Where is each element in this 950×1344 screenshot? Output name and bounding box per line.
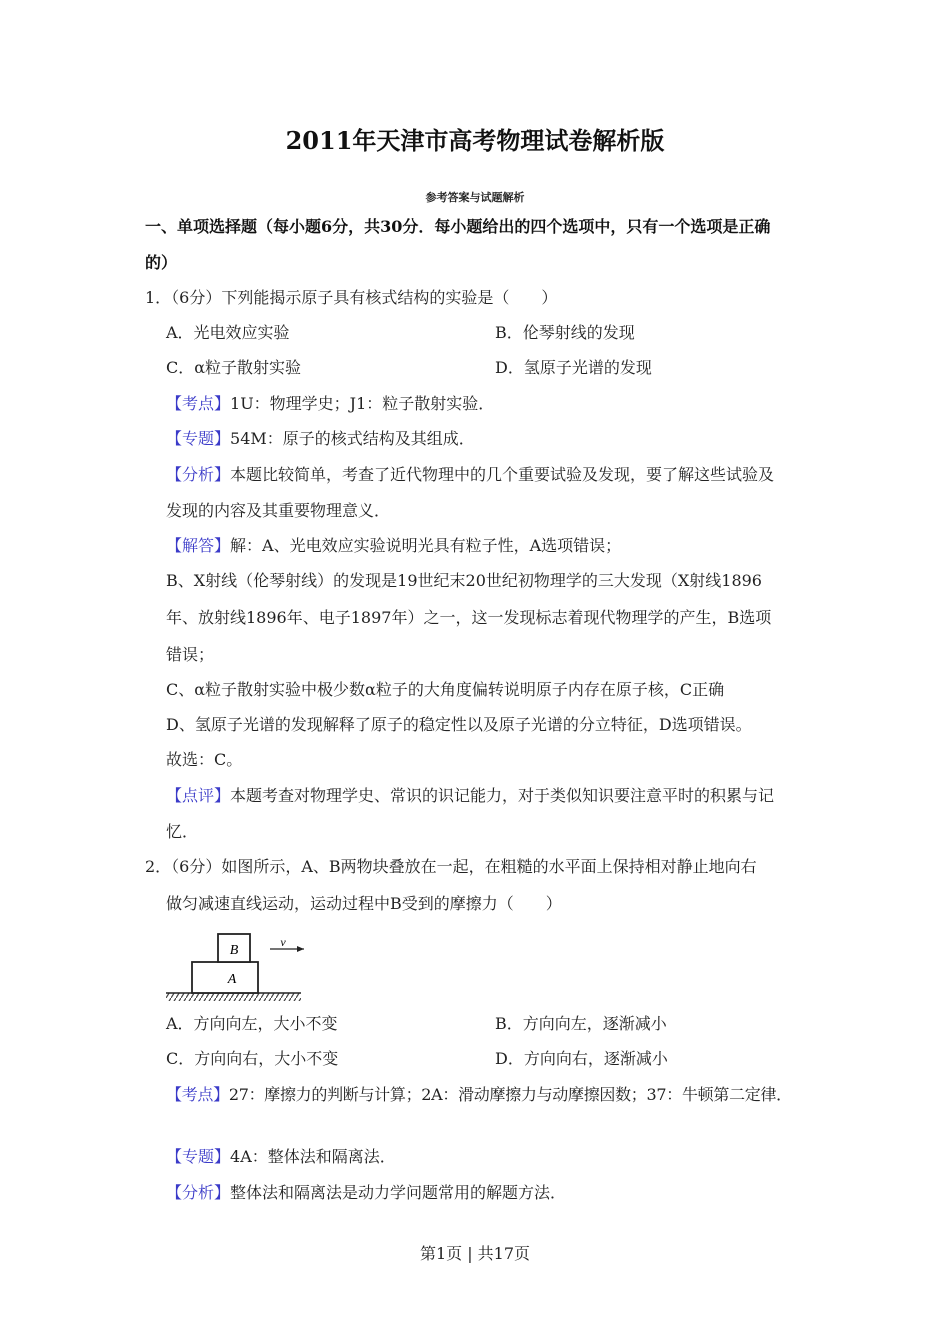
q1-dianping-cont: 忆． — [166, 822, 199, 841]
q1-kaodian — [166, 393, 494, 415]
q1-option-b: B．伦琴射线的发现 — [495, 323, 635, 342]
q1-jieda-line: B、X射线（伦琴射线）的发现是19世纪末20世纪初物理学的三大发现（X射线1896 — [166, 571, 762, 590]
zhuanti-text: 54M：原子的核式结构及其组成． — [230, 429, 475, 448]
blocks-figure — [166, 926, 306, 1010]
q1-stem: 1．（6分）下列能揭示原子具有核式结构的实验是（ ） — [145, 288, 558, 307]
kaodian-text: 27：摩擦力的判断与计算；2A：滑动摩擦力与动摩擦因数；37：牛顿第二定律． — [228, 1085, 792, 1104]
section-heading-cont: 的） — [145, 253, 178, 272]
subtitle: 参考答案与试题解析 — [425, 191, 525, 204]
q1-jieda-line: C、α粒子散射实验中极少数α粒子的大角度偏转说明原子内存在原子核，C正确 — [166, 680, 725, 699]
q1-option-c: C．α粒子散射实验 — [166, 358, 302, 377]
page-title: 2011年天津市高考物理试卷解析版 — [285, 126, 665, 155]
q2-option-d: D．方向向右，逐渐减小 — [495, 1049, 668, 1068]
q2-kaodian — [166, 1084, 792, 1106]
tag-label: 【考点】 — [166, 394, 231, 413]
q1-jieda-line: 年、放射线1896年、电子1897年）之一，这一发现标志着现代物理学的产生，B选项 — [166, 608, 772, 627]
q2-zhuanti — [166, 1146, 396, 1168]
tag-label: 【专题】 — [166, 1147, 231, 1166]
kaodian-text: 1U：物理学史；J1：粒子散射实验． — [230, 394, 495, 413]
q1-jieda-line: 故选：C。 — [166, 750, 243, 769]
q1-jieda-line: D、氢原子光谱的发现解释了原子的稳定性以及原子光谱的分立特征，D选项错误。 — [166, 715, 752, 734]
tag-label: 【解答】 — [166, 536, 231, 555]
tag-label: 【分析】 — [166, 1183, 231, 1202]
q1-fenxi-cont: 发现的内容及其重要物理意义． — [166, 501, 391, 520]
q2-fenxi — [166, 1182, 566, 1204]
q1-jieda — [166, 535, 621, 557]
zhuanti-text: 4A：整体法和隔离法． — [230, 1147, 396, 1166]
tag-label: 【点评】 — [166, 786, 231, 805]
q2-option-c: C．方向向右，大小不变 — [166, 1049, 339, 1068]
tag-label: 【专题】 — [166, 429, 231, 448]
velocity-label: v — [280, 935, 286, 949]
section-heading: 一、单项选择题（每小题6分，共30分．每小题给出的四个选项中，只有一个选项是正确 — [145, 217, 771, 236]
jieda-text: 解：A、光电效应实验说明光具有粒子性，A选项错误； — [230, 536, 622, 555]
q2-option-a: A．方向向左，大小不变 — [166, 1014, 338, 1033]
page-footer: 第1页 | 共17页 — [419, 1244, 531, 1263]
tag-label: 【分析】 — [166, 465, 231, 484]
fenxi-text: 本题比较简单，考查了近代物理中的几个重要试验及发现，要了解这些试验及 — [230, 465, 775, 484]
block-b-label: B — [229, 943, 239, 958]
dianping-text: 本题考查对物理学史、常识的识记能力，对于类似知识要注意平时的积累与记 — [230, 786, 775, 805]
q2-stem-cont: 做匀减速直线运动，运动过程中B受到的摩擦力（ ） — [166, 894, 562, 913]
q1-zhuanti — [166, 428, 475, 450]
tag-label: 【考点】 — [166, 1085, 229, 1104]
q1-jieda-line: 错误； — [166, 645, 215, 664]
q1-option-d: D．氢原子光谱的发现 — [495, 358, 652, 377]
block-a-label: A — [227, 972, 237, 987]
fenxi-text: 整体法和隔离法是动力学问题常用的解题方法． — [230, 1183, 567, 1202]
q2-stem: 2．（6分）如图所示，A、B两物块叠放在一起，在粗糙的水平面上保持相对静止地向右 — [145, 857, 757, 876]
q1-fenxi — [166, 464, 774, 486]
q2-option-b: B．方向向左，逐渐减小 — [495, 1014, 667, 1033]
q1-dianping — [166, 785, 774, 807]
q1-option-a: A．光电效应实验 — [166, 323, 290, 342]
